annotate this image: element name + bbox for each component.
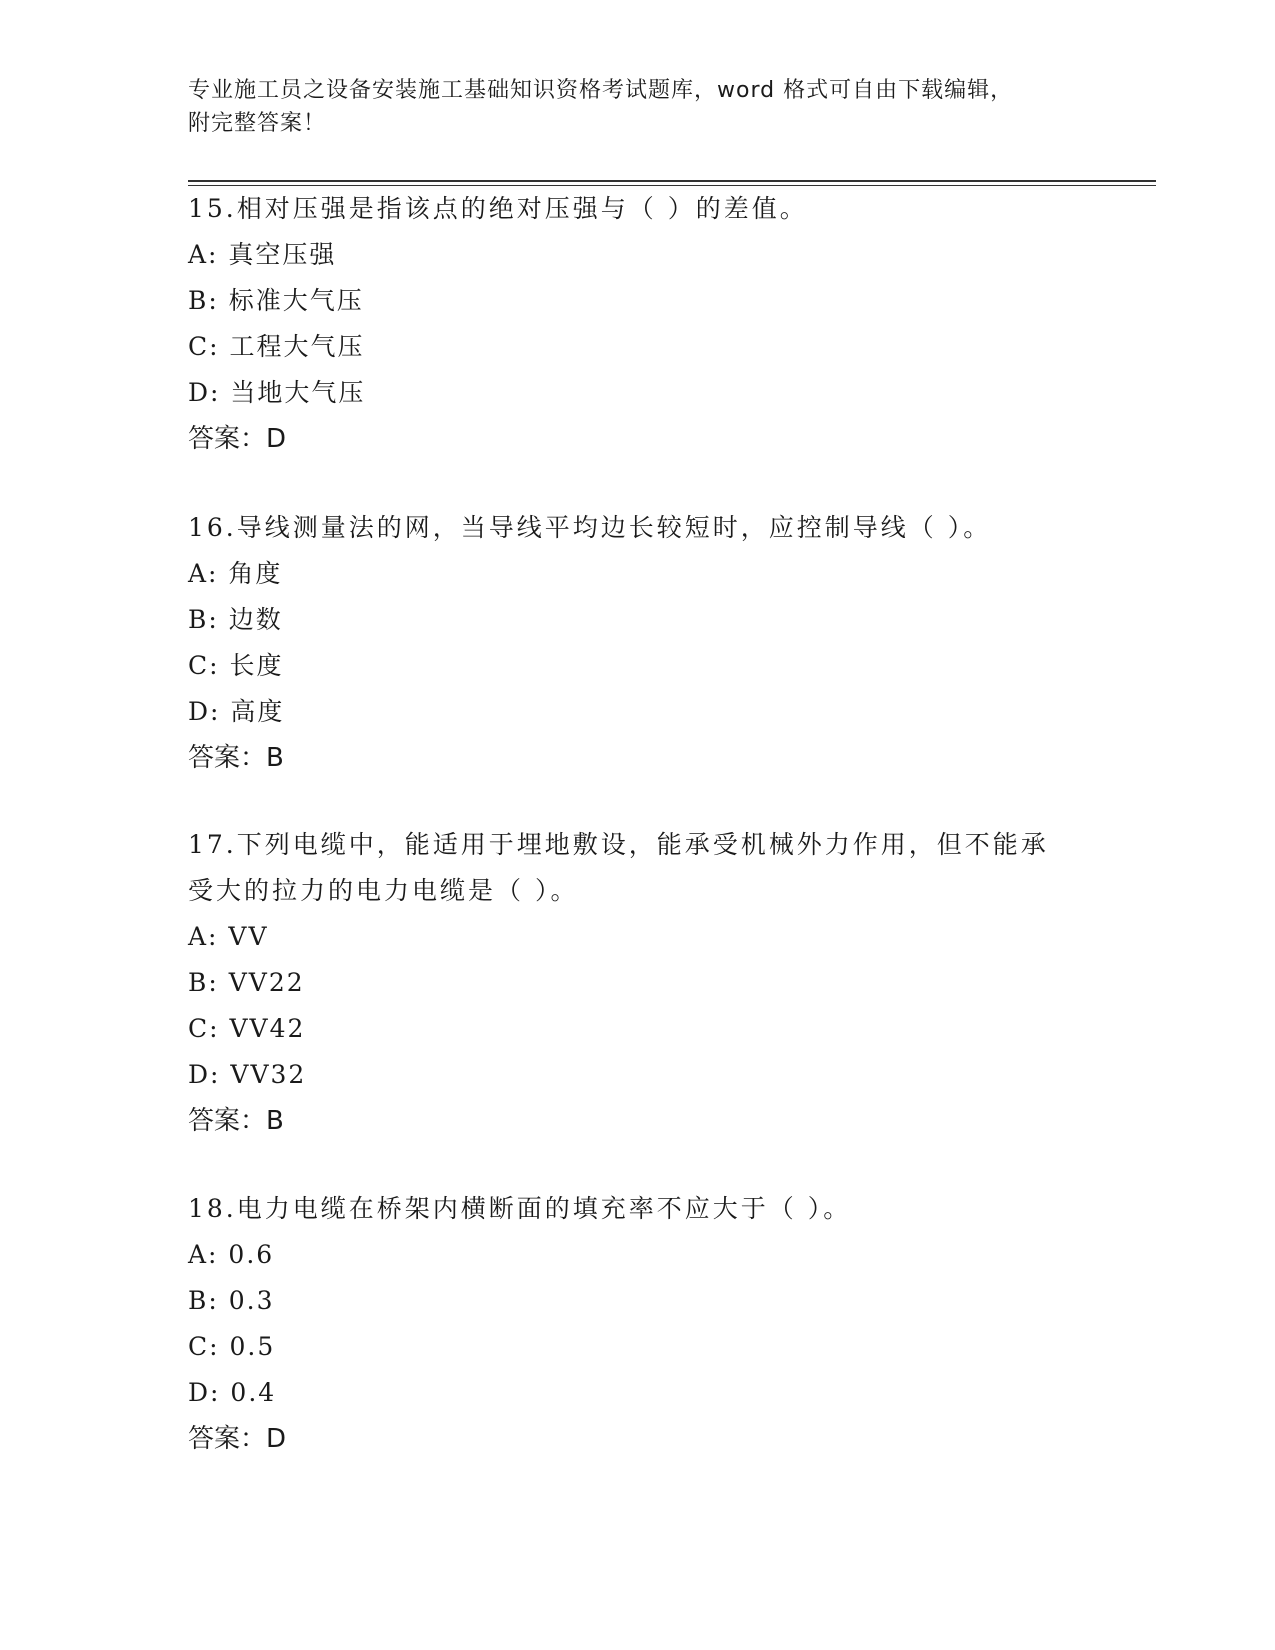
question-15: [188, 186, 1088, 462]
option-c: C: 长度: [188, 651, 284, 680]
option-d: D: 高度: [188, 697, 285, 726]
header-line-1: 专业施工员之设备安装施工基础知识资格考试题库，word 格式可自由下载编辑，: [188, 78, 1014, 103]
option-c: C: 0.5: [188, 1332, 276, 1361]
option-b: B: 标准大气压: [188, 286, 364, 315]
answer: 答案：D: [188, 1424, 287, 1454]
option-a: A: VV: [188, 922, 269, 951]
option-c: C: VV42: [188, 1014, 306, 1043]
option-a: A: 真空压强: [188, 240, 337, 269]
option-b: B: 边数: [188, 605, 283, 634]
answer: 答案：D: [188, 424, 287, 454]
question-stem: 16.导线测量法的网，当导线平均边长较短时，应控制导线（ ）。: [188, 513, 992, 542]
document-header: [188, 74, 1068, 140]
option-c: C: 工程大气压: [188, 332, 365, 361]
question-stem: 17.下列电缆中，能适用于埋地敷设，能承受机械外力作用，但不能承受大的拉力的电力电缆是（ ）。: [188, 830, 1049, 905]
question-stem: 18.电力电缆在桥架内横断面的填充率不应大于（ ）。: [188, 1194, 852, 1223]
option-a: A: 角度: [188, 559, 283, 588]
header-line-2: 附完整答案！: [188, 111, 327, 136]
question-16: [188, 505, 1088, 781]
question-18: [188, 1186, 1088, 1462]
question-17: [188, 822, 1068, 1144]
option-d: D: 当地大气压: [188, 378, 366, 407]
option-a: A: 0.6: [188, 1240, 275, 1269]
option-b: B: VV22: [188, 968, 305, 997]
option-d: D: VV32: [188, 1060, 307, 1089]
question-stem: 15.相对压强是指该点的绝对压强与（ ）的差值。: [188, 194, 808, 223]
option-d: D: 0.4: [188, 1378, 277, 1407]
option-b: B: 0.3: [188, 1286, 275, 1315]
answer: 答案：B: [188, 1106, 284, 1136]
answer: 答案：B: [188, 743, 284, 773]
